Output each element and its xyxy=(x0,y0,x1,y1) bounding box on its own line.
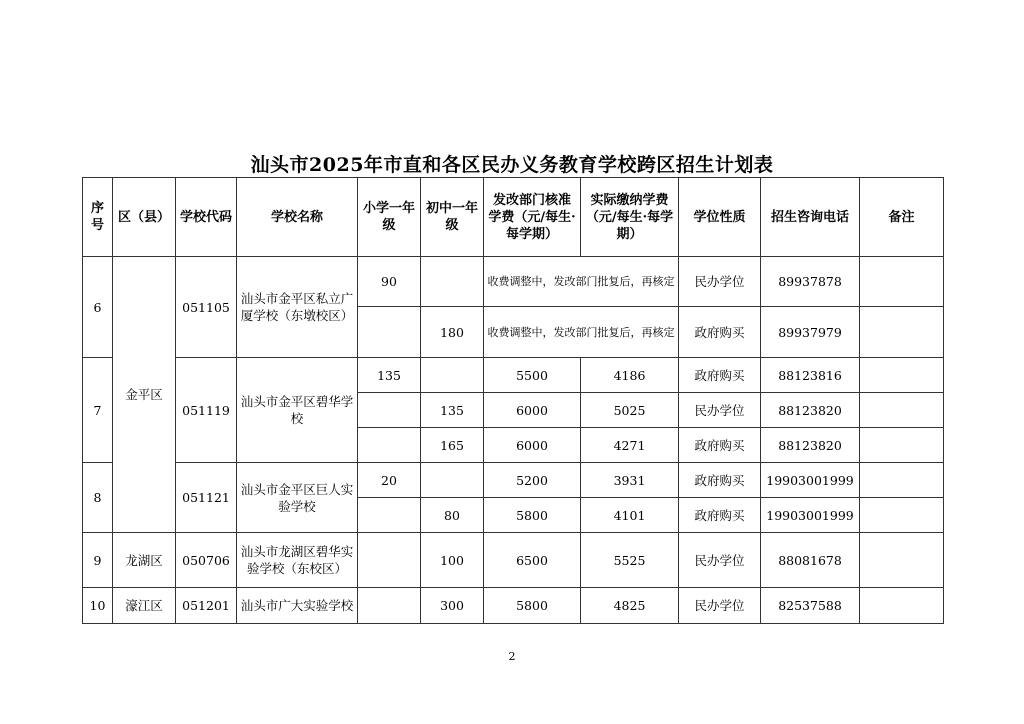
nature-cell: 政府购买 xyxy=(679,463,761,498)
phone-cell: 88081678 xyxy=(761,533,860,588)
school-name-cell: 汕头市广大实验学校 xyxy=(237,588,358,624)
header-junior: 初中一年级 xyxy=(421,178,484,257)
approved-fee-cell: 6000 xyxy=(484,393,581,428)
district-cell: 濠江区 xyxy=(113,588,176,624)
school-name-cell: 汕头市金平区巨人实验学校 xyxy=(237,463,358,533)
page-number: 2 xyxy=(508,650,516,663)
header-approved-fee: 发改部门核准学费（元/每生·每学期） xyxy=(484,178,581,257)
school-name-cell: 汕头市金平区私立广厦学校（东墩校区） xyxy=(237,257,358,358)
remarks-cell xyxy=(860,358,944,393)
remarks-cell xyxy=(860,393,944,428)
phone-cell: 89937878 xyxy=(761,257,860,307)
seq-cell: 7 xyxy=(83,358,113,463)
actual-fee-cell: 4825 xyxy=(581,588,679,624)
code-cell: 051105 xyxy=(176,257,237,358)
actual-fee-cell: 3931 xyxy=(581,463,679,498)
junior-cell: 300 xyxy=(421,588,484,624)
nature-cell: 民办学位 xyxy=(679,393,761,428)
junior-cell: 100 xyxy=(421,533,484,588)
nature-cell: 政府购买 xyxy=(679,428,761,463)
enrollment-plan-table xyxy=(82,177,944,624)
header-code: 学校代码 xyxy=(176,178,237,257)
approved-fee-cell: 5800 xyxy=(484,588,581,624)
approved-fee-cell: 6500 xyxy=(484,533,581,588)
code-cell: 051121 xyxy=(176,463,237,533)
document-title: 汕头市2025年市直和各区民办义务教育学校跨区招生计划表 xyxy=(250,154,774,176)
primary-cell xyxy=(358,498,421,533)
nature-cell: 政府购买 xyxy=(679,307,761,358)
nature-cell: 民办学位 xyxy=(679,588,761,624)
phone-cell: 88123820 xyxy=(761,393,860,428)
seq-cell: 10 xyxy=(83,588,113,624)
code-cell: 051119 xyxy=(176,358,237,463)
remarks-cell xyxy=(860,498,944,533)
phone-cell: 19903001999 xyxy=(761,463,860,498)
phone-cell: 88123816 xyxy=(761,358,860,393)
phone-cell: 88123820 xyxy=(761,428,860,463)
actual-fee-cell: 4271 xyxy=(581,428,679,463)
primary-cell xyxy=(358,588,421,624)
actual-fee-cell: 5025 xyxy=(581,393,679,428)
phone-cell: 82537588 xyxy=(761,588,860,624)
header-phone: 招生咨询电话 xyxy=(761,178,860,257)
primary-cell xyxy=(358,393,421,428)
junior-cell: 180 xyxy=(421,307,484,358)
junior-cell xyxy=(421,463,484,498)
seq-cell: 9 xyxy=(83,533,113,588)
nature-cell: 政府购买 xyxy=(679,358,761,393)
nature-cell: 民办学位 xyxy=(679,533,761,588)
approved-fee-cell: 5200 xyxy=(484,463,581,498)
header-actual-fee: 实际缴纳学费（元/每生·每学期） xyxy=(581,178,679,257)
school-name-cell: 汕头市龙湖区碧华实验学校（东校区） xyxy=(237,533,358,588)
phone-cell: 89937979 xyxy=(761,307,860,358)
district-cell: 金平区 xyxy=(113,257,176,533)
fee-note-cell: 收费调整中，发改部门批复后，再核定 xyxy=(484,307,679,358)
district-cell: 龙湖区 xyxy=(113,533,176,588)
approved-fee-cell: 5500 xyxy=(484,358,581,393)
seq-cell: 6 xyxy=(83,257,113,358)
header-row xyxy=(83,178,944,257)
header-name: 学校名称 xyxy=(237,178,358,257)
table-row xyxy=(83,257,944,307)
remarks-cell xyxy=(860,428,944,463)
seq-cell: 8 xyxy=(83,463,113,533)
nature-cell: 民办学位 xyxy=(679,257,761,307)
actual-fee-cell: 4186 xyxy=(581,358,679,393)
junior-cell: 165 xyxy=(421,428,484,463)
remarks-cell xyxy=(860,588,944,624)
header-nature: 学位性质 xyxy=(679,178,761,257)
remarks-cell xyxy=(860,307,944,358)
code-cell: 050706 xyxy=(176,533,237,588)
primary-cell xyxy=(358,533,421,588)
actual-fee-cell: 4101 xyxy=(581,498,679,533)
approved-fee-cell: 5800 xyxy=(484,498,581,533)
header-seq: 序号 xyxy=(83,178,113,257)
approved-fee-cell: 6000 xyxy=(484,428,581,463)
fee-note-cell: 收费调整中，发改部门批复后，再核定 xyxy=(484,257,679,307)
junior-cell xyxy=(421,257,484,307)
table-row xyxy=(83,358,944,393)
remarks-cell xyxy=(860,533,944,588)
primary-cell xyxy=(358,307,421,358)
school-name-cell: 汕头市金平区碧华学校 xyxy=(237,358,358,463)
header-primary: 小学一年级 xyxy=(358,178,421,257)
actual-fee-cell: 5525 xyxy=(581,533,679,588)
nature-cell: 政府购买 xyxy=(679,498,761,533)
junior-cell xyxy=(421,358,484,393)
primary-cell: 20 xyxy=(358,463,421,498)
primary-cell: 90 xyxy=(358,257,421,307)
junior-cell: 135 xyxy=(421,393,484,428)
phone-cell: 19903001999 xyxy=(761,498,860,533)
code-cell: 051201 xyxy=(176,588,237,624)
remarks-cell xyxy=(860,463,944,498)
table-row xyxy=(83,463,944,498)
table-row xyxy=(83,588,944,624)
primary-cell: 135 xyxy=(358,358,421,393)
header-district: 区（县） xyxy=(113,178,176,257)
table-row xyxy=(83,533,944,588)
header-remarks: 备注 xyxy=(860,178,944,257)
remarks-cell xyxy=(860,257,944,307)
junior-cell: 80 xyxy=(421,498,484,533)
primary-cell xyxy=(358,428,421,463)
